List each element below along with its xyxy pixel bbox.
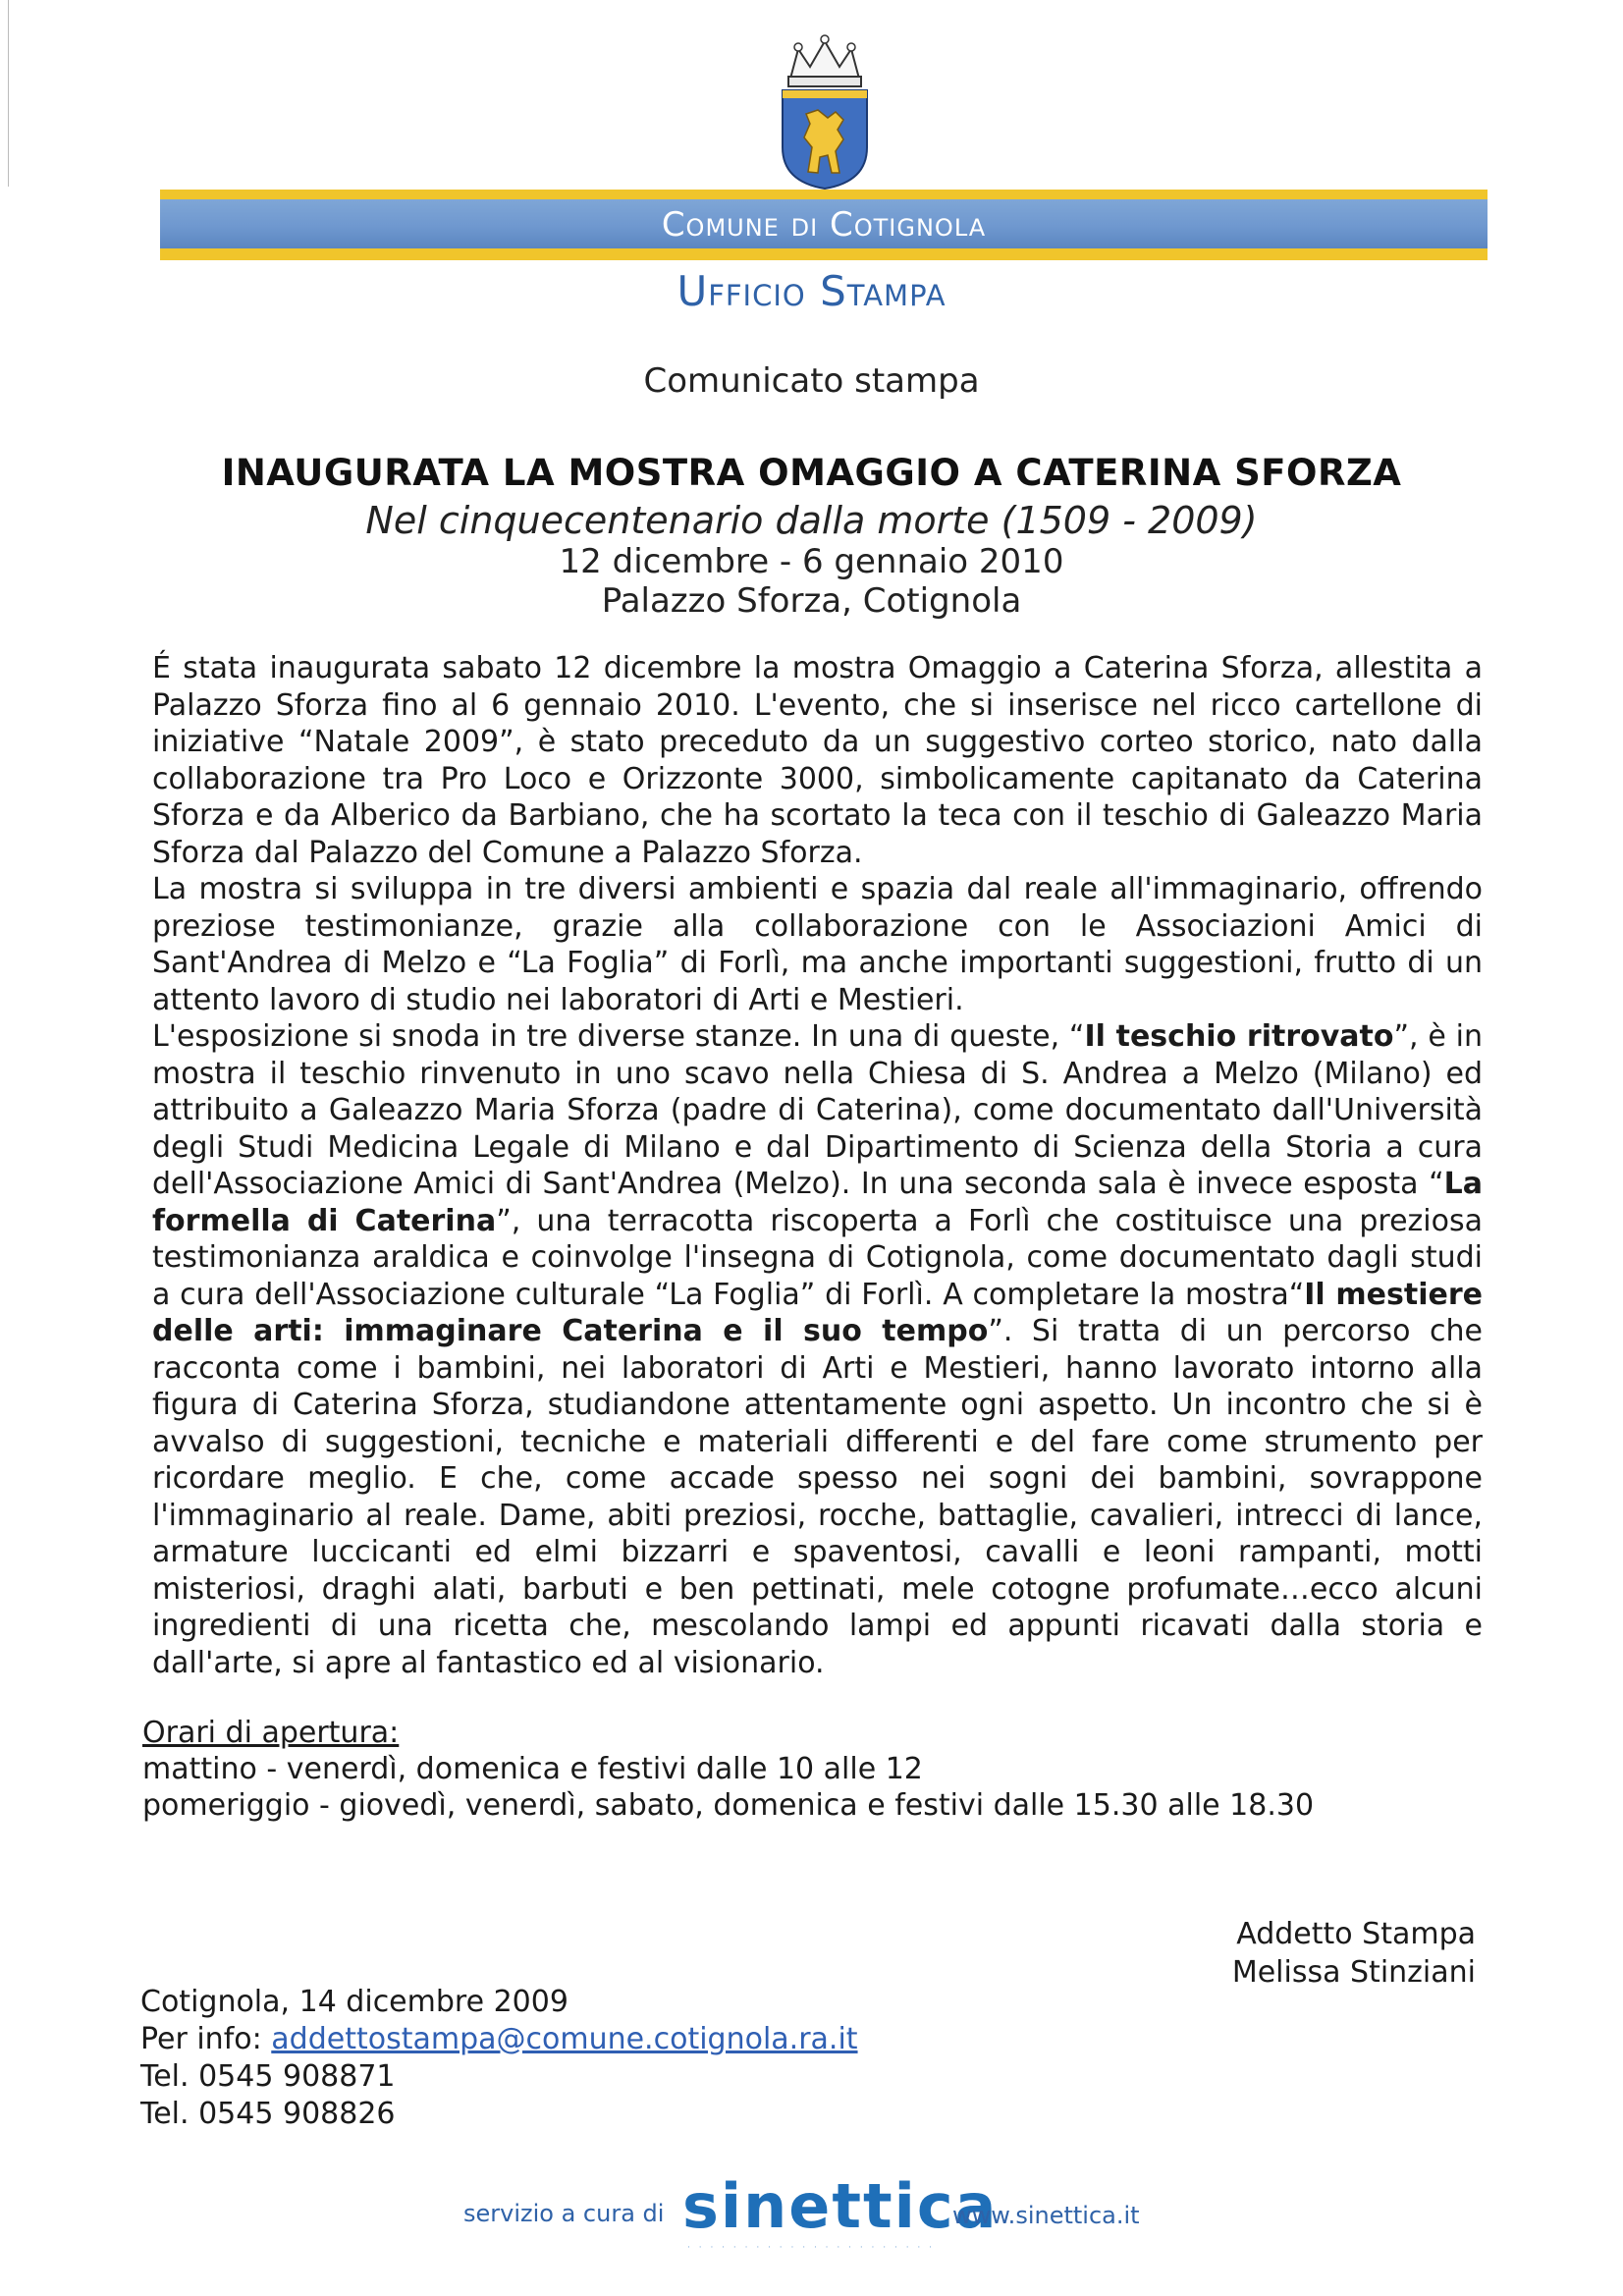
signature-role: Addetto Stampa [1236, 1917, 1476, 1951]
opening-hours [142, 1715, 1314, 1824]
paragraph: L'esposizione si snoda in tre diverse stanze. In una di queste, “Il teschio ritrovato”, è in mostra il teschio rinvenuto in uno scavo nella Chiesa di S. Andrea a Melzo (Milano) ed attribuito a Galeazzo Maria Sforza (padre di Caterina), come documentato dall'Università degli Studi Medicina Legale di Milano e dal Dipartimento di Scienza della Storia a cura dell'Associazione Amici di Sant'Andrea (Melzo). In una seconda sala è invece esposta “La formella di Caterina”, una terracotta riscoperta a Forlì che costituisce una preziosa testimonianza araldica e coinvolge l'insegna di Cotignola, come documentato dagli studi a cura dell'Associazione culturale “La Foglia” di Forlì. A completare la mostra“Il mestiere delle arti: immaginare Caterina e il suo tempo”. Si tratta di un percorso che racconta come i bambini, nei laboratori di Arti e Mestieri, hanno lavorato intorno alla figura di Caterina Sforza, studiandone attentamente ogni aspetto. Un incontro che si è avvalso di suggestioni, tecniche e materiali differenti e del fare come strumento per ricordare meglio. E che, come accade spesso nei sogni dei bambini, sovrappone l'immaginario al reale. Dame, abiti preziosi, rocche, battaglie, cavalieri, intrecci di lance, armature luccicanti ed elmi bizzarri e spaventosi, cavalli e leoni rampanti, motti misteriosi, draghi alati, barbuti e ben pettinati, mele cotogne profumate…ecco alcuni ingredienti di una ricetta che, mescolando lampi ed appunti ricavati dalla storia e dall'arte, si apre al fantastico ed al visionario. [152, 1019, 1483, 1680]
header-band [160, 190, 1488, 260]
morning-hours: mattino - venerdì, domenica e festivi dalle 10 alle 12 [142, 1752, 923, 1786]
exhibition-place: Palazzo Sforza, Cotignola [601, 581, 1022, 621]
email-link[interactable]: addettostampa@comune.cotignola.ra.it [271, 2022, 858, 2056]
phone-2: Tel. 0545 908826 [140, 2097, 396, 2131]
headline: INAUGURATA LA MOSTRA OMAGGIO A CATERINA SFORZA [221, 452, 1402, 494]
sinettica-logo: sinettica [682, 2170, 999, 2242]
phone-1: Tel. 0545 908871 [140, 2059, 396, 2094]
paragraph: La mostra si sviluppa in tre diversi ambienti e spazia dal reale all'immaginario, offrendo preziose testimonianze, grazie alla collaborazione con le Associazioni Amici di Sant'Andrea di Melzo e “La Foglia” di Forlì, ma anche importanti suggestioni, frutto di un attento lavoro di studio nei laboratori di Arti e Mestieri. [152, 872, 1483, 1017]
release-date: Cotignola, 14 dicembre 2009 [140, 1985, 568, 2019]
info-line: Per info: addettostampa@comune.cotignola.ra.it [140, 2022, 858, 2056]
footer-service-label: servizio a cura di [463, 2200, 665, 2227]
coat-of-arms-icon [771, 29, 879, 191]
office-title: Ufficio Stampa [676, 267, 947, 315]
paragraph: É stata inaugurata sabato 12 dicembre la mostra Omaggio a Caterina Sforza, allestita a Palazzo Sforza fino al 6 gennaio 2010. L'evento, che si inserisce nel ricco cartellone di iniziative “Natale 2009”, è stato preceduto da un suggestivo corteo storico, nato dalla collaborazione tra Pro Loco e Orizzonte 3000, simbolicamente capitanato da Caterina Sforza e da Alberico da Barbiano, che ha scortato la teca con il teschio di Galeazzo Maria Sforza dal Palazzo del Comune a Palazzo Sforza. [152, 651, 1483, 870]
footer [0, 2160, 1623, 2253]
logo-tagline-decoration: · · · · · · · · · · · · · · · · · · · · · · [687, 2243, 936, 2253]
bold-room-title: Il teschio ritrovato [1084, 1019, 1394, 1054]
signature-block [1232, 1915, 1476, 1992]
signature-name: Melissa Stinziani [1231, 1955, 1476, 1990]
subtitle: Nel cinquecentenario dalla morte (1509 - 2009) [365, 499, 1258, 542]
document-type: Comunicato stampa [643, 361, 980, 401]
municipality-name: Comune di Cotignola [661, 205, 987, 245]
bold-room-title: Il mestiere delle arti: immaginare Caterina e il suo tempo [152, 1277, 1483, 1348]
exhibition-dates: 12 dicembre - 6 gennaio 2010 [559, 542, 1064, 581]
bold-room-title: La formella di Caterina [152, 1167, 1483, 1238]
afternoon-hours: pomeriggio - giovedì, venerdì, sabato, domenica e festivi dalle 15.30 alle 18.30 [142, 1788, 1315, 1823]
contacts-block [140, 1984, 858, 2133]
footer-website-link[interactable]: www.sinettica.it [952, 2202, 1140, 2229]
press-release-body [152, 650, 1483, 1681]
scan-margin-line [8, 0, 9, 187]
opening-hours-heading: Orari di apertura: [142, 1716, 400, 1750]
